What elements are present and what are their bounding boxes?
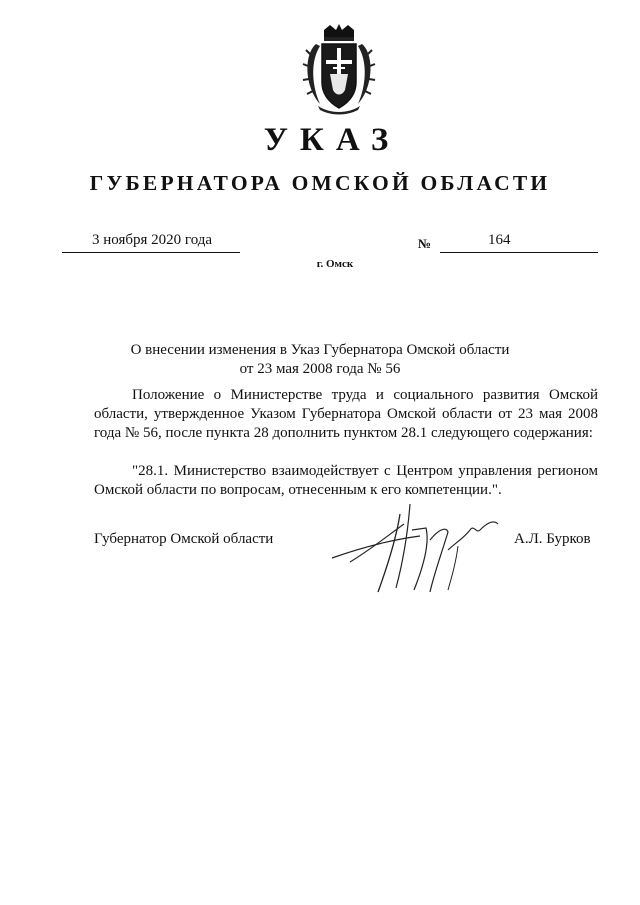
document-subtitle: ГУБЕРНАТОРА ОМСКОЙ ОБЛАСТИ <box>89 171 551 195</box>
signer-name: А.Л. Бурков <box>514 531 591 547</box>
document-number: 164 <box>488 232 511 248</box>
body-paragraph: Положение о Министерстве труда и социального развития Омской области, утвержденное Указом Губернатора Омской области от 23 мая 2008 года № 56, после пункта 28 дополнить пунктом 28.1 следующего содержания: <box>94 387 598 441</box>
document-date: 3 ноября 2020 года <box>92 232 213 248</box>
amendment-quote: "28.1. Министерство взаимодействует с Центром управления регионом Омской области по вопросам, отнесенным к его компетенции.". <box>94 463 598 498</box>
subject-line-2: от 23 мая 2008 года № 56 <box>239 361 401 377</box>
number-sign: № <box>418 236 432 251</box>
number-underline <box>440 232 598 253</box>
document-title: УКАЗ <box>263 122 401 158</box>
document-city: г. Омск <box>316 258 354 270</box>
signer-position: Губернатор Омской области <box>94 531 274 547</box>
subject-line-1: О внесении изменения в Указ Губернатора Омской области <box>130 342 510 358</box>
omsk-coat-of-arms-icon <box>300 24 378 116</box>
handwritten-signature-icon <box>330 500 500 600</box>
